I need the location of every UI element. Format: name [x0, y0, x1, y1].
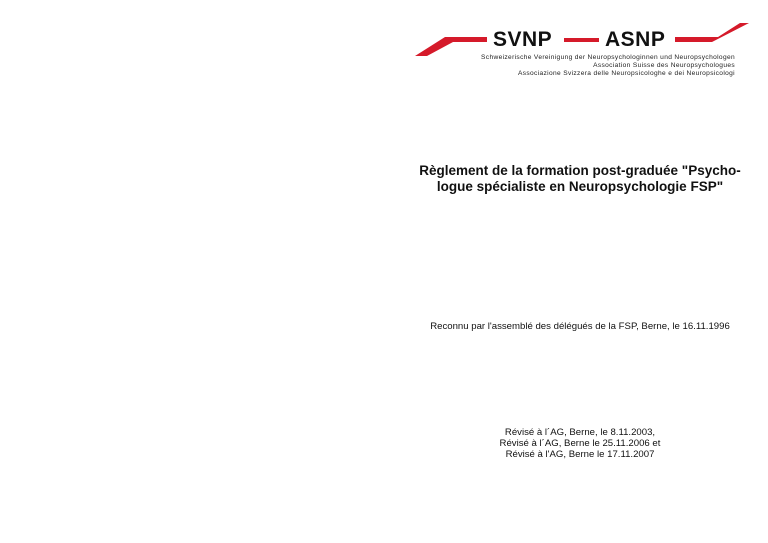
logo-middle-stroke	[564, 38, 599, 42]
logo-svnp-text: SVNP	[493, 28, 553, 51]
logo-red-strokes	[415, 18, 755, 58]
revision-line: Révisé à l´AG, Berne, le 8.11.2003,	[504, 427, 656, 438]
approval-statement: Reconnu par l'assemblé des délégués de la FSP, Berne, le 16.11.1996	[430, 321, 730, 332]
title-line-2: logue spécialiste en Neuropsychologie FSP"	[436, 179, 724, 194]
revision-line: Révisé à l´AG, Berne le 25.11.2006 et	[499, 438, 661, 449]
title-line-1: Règlement de la formation post-graduée "Psycho-	[419, 163, 741, 178]
document-title	[410, 163, 750, 195]
logo-left-stroke	[415, 37, 487, 56]
tagline-german: Schweizerische Vereinigung der Neuropsychologinnen und Neuropsychologen	[481, 54, 735, 61]
logo-asnp-text: ASNP	[605, 28, 666, 51]
logo-right-stroke	[675, 23, 749, 42]
revision-list	[470, 427, 690, 460]
svnp-asnp-logo	[415, 18, 755, 90]
tagline-italian: Associazione Svizzera delle Neuropsicologhe e dei Neuropsicologi	[517, 70, 735, 77]
tagline-french: Association Suisse des Neuropsychologues	[593, 62, 735, 69]
revision-line: Révisé à l'AG, Berne le 17.11.2007	[505, 449, 655, 460]
